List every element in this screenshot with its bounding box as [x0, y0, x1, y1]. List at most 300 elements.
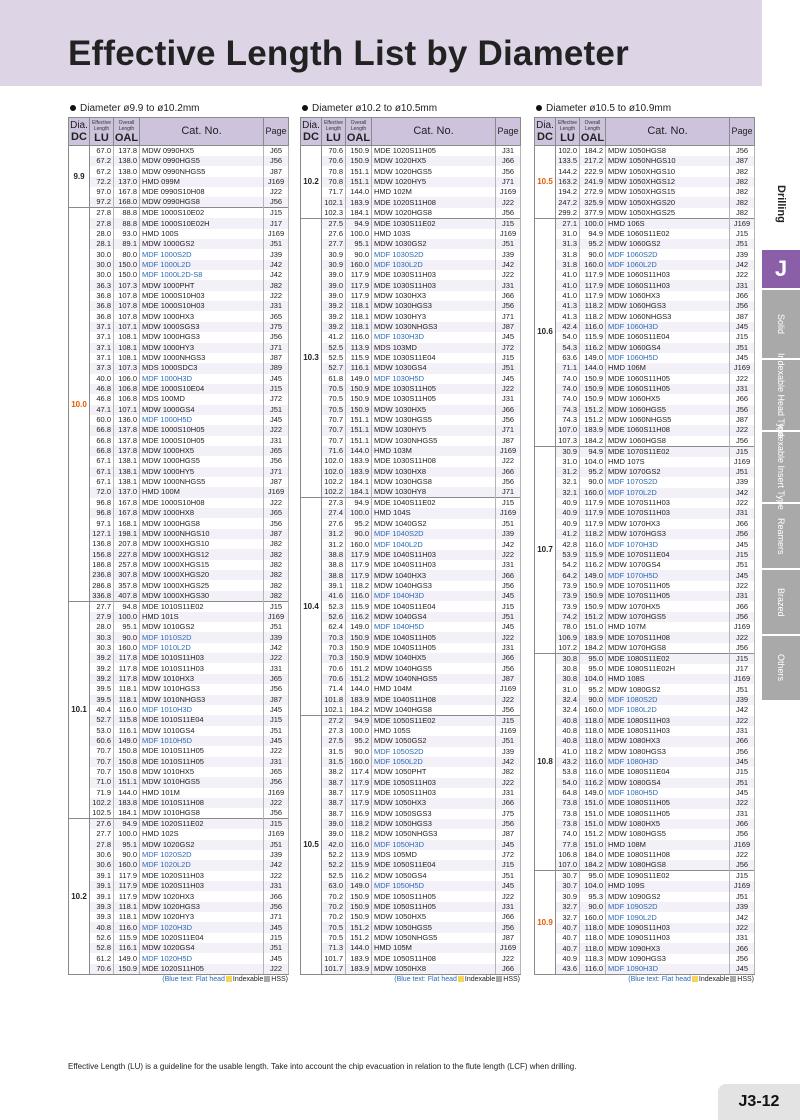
page-ref-cell[interactable]: J31 [264, 881, 289, 891]
page-ref-cell[interactable]: J22 [264, 425, 289, 435]
page-ref-cell[interactable]: J169 [264, 829, 289, 839]
page-ref-cell[interactable]: J82 [730, 177, 755, 187]
page-ref-cell[interactable]: J87 [264, 529, 289, 539]
oal-cell: 307.8 [114, 570, 140, 580]
page-ref-cell[interactable]: J87 [264, 353, 289, 363]
page-ref-cell[interactable]: J71 [496, 487, 521, 498]
cat-no-cell: MDE 1010S11H08 [140, 798, 264, 808]
page-ref-cell[interactable]: J56 [730, 301, 755, 311]
page-ref-cell[interactable]: J56 [264, 156, 289, 166]
page-ref-cell[interactable]: J22 [496, 550, 521, 560]
page-ref-cell[interactable]: J169 [730, 674, 755, 684]
page-ref-cell[interactable]: J169 [496, 508, 521, 518]
page-ref-cell[interactable]: J82 [264, 580, 289, 590]
lu-cell: 31.0 [556, 229, 580, 239]
page-ref-cell[interactable]: J56 [496, 208, 521, 219]
oal-cell: 168.1 [114, 518, 140, 528]
page-ref-cell[interactable]: J39 [496, 747, 521, 757]
page-ref-cell[interactable]: J45 [730, 964, 755, 975]
page-ref-cell[interactable]: J56 [496, 301, 521, 311]
sidebar-tab-reamers[interactable] [762, 504, 800, 570]
page-ref-cell[interactable]: J39 [730, 249, 755, 259]
page-ref-cell[interactable]: J66 [730, 736, 755, 746]
page-ref-cell[interactable]: J51 [264, 239, 289, 249]
lu-cell: 27.5 [322, 736, 346, 746]
page-ref-cell[interactable]: J169 [264, 177, 289, 187]
page-ref-cell[interactable]: J87 [730, 156, 755, 166]
page-ref-cell[interactable]: J22 [730, 632, 755, 642]
page-ref-cell[interactable]: J22 [264, 746, 289, 756]
page-ref-cell[interactable]: J22 [730, 850, 755, 860]
cat-no-cell: MDE 1020S11H05 [140, 964, 264, 975]
page-ref-cell[interactable]: J45 [264, 953, 289, 963]
page-ref-cell[interactable]: J89 [264, 363, 289, 373]
sidebar-tab-others[interactable] [762, 636, 800, 702]
page-ref-cell[interactable]: J65 [264, 508, 289, 518]
table-row [535, 270, 755, 280]
page-ref-cell[interactable]: J87 [496, 933, 521, 943]
page-ref-cell[interactable]: J169 [264, 487, 289, 497]
page-ref-cell[interactable]: J15 [496, 353, 521, 363]
sidebar-tab-brazed[interactable] [762, 570, 800, 636]
page-ref-cell[interactable]: J15 [496, 860, 521, 870]
sidebar-tab-j[interactable] [762, 250, 800, 290]
oal-cell: 106.8 [114, 394, 140, 404]
page-ref-cell[interactable]: J22 [496, 270, 521, 280]
page-ref-cell[interactable]: J15 [264, 601, 289, 612]
page-ref-cell[interactable]: J45 [730, 757, 755, 767]
page-ref-cell[interactable]: J51 [730, 892, 755, 902]
lu-cell: 39.2 [322, 311, 346, 321]
oal-cell: 151.0 [580, 840, 606, 850]
page-ref-cell[interactable]: J31 [264, 663, 289, 673]
page-ref-cell[interactable]: J66 [730, 601, 755, 611]
page-ref-cell[interactable]: J66 [496, 467, 521, 477]
page-ref-cell[interactable]: J169 [730, 840, 755, 850]
page-ref-cell[interactable]: J15 [730, 446, 755, 457]
page-ref-cell[interactable]: J169 [730, 881, 755, 891]
page-ref-cell[interactable]: J71 [496, 177, 521, 187]
page-ref-cell[interactable]: J51 [730, 684, 755, 694]
page-ref-cell[interactable]: J71 [496, 425, 521, 435]
page-ref-cell[interactable]: J51 [730, 343, 755, 353]
page-ref-cell[interactable]: J15 [264, 715, 289, 725]
page-ref-cell[interactable]: J169 [496, 684, 521, 694]
lu-cell: 47.1 [90, 405, 114, 415]
page-ref-cell[interactable]: J22 [496, 891, 521, 901]
page-ref-cell[interactable]: J31 [496, 788, 521, 798]
page-ref-cell[interactable]: J31 [496, 394, 521, 404]
page-ref-cell[interactable]: J56 [496, 581, 521, 591]
cat-no-cell: MDW 1000HX5 [140, 446, 264, 456]
page-ref-cell[interactable]: J82 [264, 280, 289, 290]
page-ref-cell[interactable]: J39 [264, 632, 289, 642]
lu-cell: 32.4 [556, 705, 580, 715]
page-ref-cell[interactable]: J56 [264, 332, 289, 342]
page-ref-cell[interactable]: J15 [264, 384, 289, 394]
page-ref-cell[interactable]: J82 [264, 591, 289, 602]
cat-no-cell: MDE 1040S11H08 [372, 695, 496, 705]
page-ref-cell[interactable]: J15 [496, 715, 521, 726]
page-ref-cell[interactable]: J31 [730, 280, 755, 290]
page-ref-cell[interactable]: J51 [264, 405, 289, 415]
page-ref-cell[interactable]: J65 [264, 767, 289, 777]
page-ref-cell[interactable]: J31 [496, 560, 521, 570]
page-ref-cell[interactable]: J51 [496, 871, 521, 881]
page-ref-cell[interactable]: J66 [496, 291, 521, 301]
page-ref-cell[interactable]: J42 [730, 260, 755, 270]
page-ref-cell[interactable]: J51 [264, 726, 289, 736]
page-ref-cell[interactable]: J56 [496, 166, 521, 176]
page-ref-cell[interactable]: J42 [496, 260, 521, 270]
page-ref-cell[interactable]: J39 [496, 529, 521, 539]
page-ref-cell[interactable]: J22 [730, 716, 755, 726]
lu-cell: 27.7 [90, 601, 114, 612]
page-ref-cell[interactable]: J169 [730, 363, 755, 373]
page-ref-cell[interactable]: J45 [730, 570, 755, 580]
page-ref-cell[interactable]: J22 [264, 653, 289, 663]
page-ref-cell[interactable]: J31 [730, 809, 755, 819]
page-ref-cell[interactable]: J56 [730, 405, 755, 415]
page-ref-cell[interactable]: J56 [730, 146, 755, 157]
table-row [301, 322, 521, 332]
page-ref-cell[interactable]: J15 [730, 767, 755, 777]
page-ref-cell[interactable]: J31 [496, 902, 521, 912]
page-ref-cell[interactable]: J66 [730, 519, 755, 529]
page-ref-cell[interactable]: J65 [264, 446, 289, 456]
page-ref-cell[interactable]: J39 [730, 695, 755, 705]
page-ref-cell[interactable]: J65 [264, 311, 289, 321]
cat-no-cell: MDE 1030S11H05 [372, 394, 496, 404]
page-ref-cell[interactable]: J22 [496, 197, 521, 207]
page-ref-cell[interactable]: J31 [264, 436, 289, 446]
page-ref-cell[interactable]: J51 [496, 736, 521, 746]
page-ref-cell[interactable]: J56 [264, 808, 289, 819]
page-ref-cell[interactable]: J169 [496, 187, 521, 197]
page-ref-cell[interactable]: J82 [730, 166, 755, 176]
page-ref-cell[interactable]: J82 [264, 570, 289, 580]
oal-cell: 222.9 [580, 166, 606, 176]
oal-cell: 116.1 [114, 726, 140, 736]
page-ref-cell[interactable]: J22 [496, 632, 521, 642]
page-ref-cell[interactable]: J31 [496, 146, 521, 157]
page-ref-cell[interactable]: J87 [730, 415, 755, 425]
page-ref-cell[interactable]: J71 [264, 467, 289, 477]
sidebar-tab-label: Solid [776, 313, 786, 334]
page-ref-cell[interactable]: J39 [496, 249, 521, 259]
page-ref-cell[interactable]: J22 [264, 964, 289, 975]
page-ref-cell[interactable]: J82 [730, 197, 755, 207]
oal-cell: 94.9 [580, 446, 606, 457]
page-ref-cell[interactable]: J45 [496, 840, 521, 850]
page-ref-cell[interactable]: J56 [496, 477, 521, 487]
page-ref-cell[interactable]: J71 [264, 343, 289, 353]
page-ref-cell[interactable]: J66 [730, 394, 755, 404]
page-ref-cell[interactable]: J87 [264, 477, 289, 487]
page-ref-cell[interactable]: J169 [730, 622, 755, 632]
page-ref-cell[interactable]: J51 [264, 943, 289, 953]
page-ref-cell[interactable]: J82 [730, 208, 755, 219]
page-ref-cell[interactable]: J22 [264, 291, 289, 301]
page-ref-cell[interactable]: J15 [264, 208, 289, 219]
page-ref-cell[interactable]: J22 [730, 798, 755, 808]
page-ref-cell[interactable]: J87 [496, 829, 521, 839]
legend-indexable-text: Indexable [464, 975, 496, 983]
page-ref-cell[interactable]: J169 [264, 612, 289, 622]
cat-no-cell: MDF 1010H3D [140, 705, 264, 715]
page-ref-cell[interactable]: J45 [264, 374, 289, 384]
page-ref-cell[interactable]: J45 [264, 705, 289, 715]
page-ref-cell[interactable]: J51 [730, 560, 755, 570]
page-ref-cell[interactable]: J56 [730, 436, 755, 447]
page-ref-cell[interactable]: J56 [730, 860, 755, 871]
page-ref-cell[interactable]: J169 [730, 218, 755, 229]
cat-no-cell: MDE 1050S11H03 [372, 788, 496, 798]
page-ref-cell[interactable]: J66 [496, 156, 521, 166]
page-ref-cell[interactable]: J66 [496, 912, 521, 922]
page-ref-cell[interactable]: J42 [264, 260, 289, 270]
page-ref-cell[interactable]: J51 [264, 622, 289, 632]
table-row [69, 570, 289, 580]
page-ref-cell[interactable]: J56 [730, 954, 755, 964]
page-ref-cell[interactable]: J72 [496, 850, 521, 860]
page-ref-cell[interactable]: J51 [496, 519, 521, 529]
page-ref-cell[interactable]: J15 [730, 229, 755, 239]
page-ref-cell[interactable]: J75 [496, 809, 521, 819]
page-ref-cell[interactable]: J51 [264, 840, 289, 850]
page-ref-cell[interactable]: J169 [496, 446, 521, 456]
page-ref-cell[interactable]: J169 [730, 457, 755, 467]
page-ref-cell[interactable]: J56 [496, 663, 521, 673]
page-ref-cell[interactable]: J87 [264, 695, 289, 705]
page-ref-cell[interactable]: J42 [264, 270, 289, 280]
page-ref-cell[interactable]: J22 [496, 695, 521, 705]
page-ref-cell[interactable]: J45 [496, 881, 521, 891]
page-ref-cell[interactable]: J56 [264, 777, 289, 787]
page-ref-cell[interactable]: J22 [496, 384, 521, 394]
page-ref-cell[interactable]: J15 [496, 498, 521, 509]
page-ref-cell[interactable]: J66 [496, 964, 521, 975]
page-ref-cell[interactable]: J42 [264, 643, 289, 653]
page-ref-cell[interactable]: J169 [264, 229, 289, 239]
page-ref-cell[interactable]: J65 [264, 674, 289, 684]
page-ref-cell[interactable]: J51 [496, 612, 521, 622]
page-ref-cell[interactable]: J65 [264, 146, 289, 157]
cat-no-cell: MDE 1060S11H05 [606, 384, 730, 394]
page-ref-cell[interactable]: J51 [496, 239, 521, 249]
page-ref-cell[interactable]: J31 [730, 508, 755, 518]
page-ref-cell[interactable]: J56 [496, 705, 521, 716]
lu-cell: 30.6 [90, 850, 114, 860]
page-ref-cell[interactable]: J169 [496, 943, 521, 953]
page-ref-cell[interactable]: J75 [264, 322, 289, 332]
page-ref-cell[interactable]: J15 [730, 332, 755, 342]
page-ref-cell[interactable]: J42 [264, 860, 289, 870]
cat-no-cell: MDE 1040S11H03 [372, 550, 496, 560]
sidebar-tab-indexable-head-type[interactable] [762, 352, 800, 438]
page-ref-cell[interactable]: J31 [264, 301, 289, 311]
page-ref-cell[interactable]: J66 [496, 405, 521, 415]
page-ref-cell[interactable]: J51 [730, 239, 755, 249]
page-ref-cell[interactable]: J87 [496, 436, 521, 446]
page-ref-cell[interactable]: J66 [264, 891, 289, 901]
page-ref-cell[interactable]: J39 [264, 850, 289, 860]
oal-cell: 184.0 [580, 850, 606, 860]
page-ref-cell[interactable]: J15 [730, 550, 755, 560]
cat-no-cell: MDE 1040S11H05 [372, 632, 496, 642]
page-ref-cell[interactable]: J45 [496, 332, 521, 342]
page-ref-cell[interactable]: J56 [730, 529, 755, 539]
page-ref-cell[interactable]: J82 [264, 539, 289, 549]
page-ref-cell[interactable]: J45 [730, 539, 755, 549]
page-ref-cell[interactable]: J56 [264, 518, 289, 528]
lu-cell: 36.3 [90, 280, 114, 290]
page-ref-cell[interactable]: J31 [496, 280, 521, 290]
oal-cell: 160.0 [346, 757, 372, 767]
page-ref-cell[interactable]: J22 [730, 498, 755, 508]
page-ref-cell[interactable]: J22 [496, 456, 521, 466]
page-ref-cell[interactable]: J71 [496, 311, 521, 321]
table-row [535, 519, 755, 529]
cat-no-cell: MDE 1000S10E02H [140, 218, 264, 228]
lu-cell: 46.8 [90, 384, 114, 394]
page-ref-cell[interactable]: J22 [730, 374, 755, 384]
page-ref-cell[interactable]: J31 [730, 726, 755, 736]
oal-cell: 184.2 [580, 643, 606, 654]
diameter-range-text: Diameter ø10.5 to ø10.9mm [546, 103, 672, 114]
page-ref-cell[interactable]: J22 [264, 798, 289, 808]
oal-cell: 117.9 [580, 508, 606, 518]
page-ref-cell[interactable]: J22 [730, 425, 755, 435]
header-page: Page [730, 118, 755, 146]
cat-no-cell: MDW 1040GS2 [372, 519, 496, 529]
lu-cell: 38.8 [322, 560, 346, 570]
page-ref-cell[interactable]: J56 [730, 612, 755, 622]
page-ref-cell[interactable]: J51 [730, 778, 755, 788]
page-ref-cell[interactable]: J45 [264, 736, 289, 746]
cat-no-cell: HMD 103M [372, 446, 496, 456]
table-row [301, 550, 521, 560]
page-ref-cell[interactable]: J87 [730, 311, 755, 321]
page-ref-cell[interactable]: J45 [730, 788, 755, 798]
page-ref-cell[interactable]: J15 [730, 653, 755, 664]
page-ref-cell[interactable]: J15 [264, 819, 289, 830]
table-row [301, 394, 521, 404]
page-ref-cell[interactable]: J56 [496, 415, 521, 425]
page-ref-cell[interactable]: J42 [730, 912, 755, 922]
header-oal-label: OAL [114, 131, 139, 144]
page-ref-cell[interactable]: J42 [496, 539, 521, 549]
page-ref-cell[interactable]: J87 [264, 166, 289, 176]
page-ref-cell[interactable]: J66 [496, 798, 521, 808]
page-ref-cell[interactable]: J42 [496, 757, 521, 767]
page-ref-cell[interactable]: J56 [264, 197, 289, 208]
page-ref-cell[interactable]: J39 [730, 902, 755, 912]
page-ref-cell[interactable]: J56 [496, 922, 521, 932]
page-ref-cell[interactable]: J31 [730, 384, 755, 394]
page-ref-cell[interactable]: J66 [730, 291, 755, 301]
page-ref-cell[interactable]: J56 [730, 747, 755, 757]
page-ref-cell[interactable]: J56 [730, 643, 755, 654]
page-ref-cell[interactable]: J45 [496, 374, 521, 384]
page-ref-cell[interactable]: J45 [264, 922, 289, 932]
oal-cell: 137.8 [114, 425, 140, 435]
oal-cell: 151.1 [346, 166, 372, 176]
page-ref-cell[interactable]: J56 [264, 902, 289, 912]
lu-cell: 106.9 [556, 632, 580, 642]
page-ref-cell[interactable]: J22 [730, 270, 755, 280]
page-ref-cell[interactable]: J51 [496, 363, 521, 373]
page-ref-cell[interactable]: J56 [496, 819, 521, 829]
page-ref-cell[interactable]: J22 [730, 923, 755, 933]
page-ref-cell[interactable]: J169 [496, 229, 521, 239]
page-ref-cell[interactable]: J17 [264, 218, 289, 228]
page-ref-cell[interactable]: J66 [496, 653, 521, 663]
page-ref-cell[interactable]: J31 [730, 933, 755, 943]
page-ref-cell[interactable]: J82 [730, 187, 755, 197]
page-ref-cell[interactable]: J82 [264, 549, 289, 559]
lu-cell: 32.1 [556, 488, 580, 498]
page-ref-cell[interactable]: J42 [730, 705, 755, 715]
lu-cell: 30.8 [556, 664, 580, 674]
page-ref-cell[interactable]: J56 [264, 684, 289, 694]
page-ref-cell[interactable]: J87 [496, 674, 521, 684]
page-ref-cell[interactable]: J15 [730, 871, 755, 882]
page-ref-cell[interactable]: J45 [730, 322, 755, 332]
page-ref-cell[interactable]: J66 [496, 570, 521, 580]
page-ref-cell[interactable]: J71 [264, 912, 289, 922]
page-ref-cell[interactable]: J22 [264, 187, 289, 197]
page-ref-cell[interactable]: J45 [496, 622, 521, 632]
page-ref-cell[interactable]: J72 [264, 394, 289, 404]
sidebar-tab-drilling[interactable] [762, 160, 800, 250]
page-ref-cell[interactable]: J72 [496, 343, 521, 353]
page-ref-cell[interactable]: J15 [496, 601, 521, 611]
page-ref-cell[interactable]: J17 [730, 664, 755, 674]
sidebar-tab-indexable-insert-type[interactable] [762, 424, 800, 510]
table-row [301, 477, 521, 487]
page-ref-cell[interactable]: J22 [264, 498, 289, 508]
page-ref-cell[interactable]: J15 [496, 218, 521, 229]
page-ref-cell[interactable]: J66 [730, 819, 755, 829]
page-ref-cell[interactable]: J82 [496, 767, 521, 777]
page-ref-cell[interactable]: J42 [730, 488, 755, 498]
cat-no-cell: MDW 1040HX5 [372, 653, 496, 663]
page-ref-cell[interactable]: J31 [730, 591, 755, 601]
page-ref-cell[interactable]: J22 [730, 581, 755, 591]
page-ref-cell[interactable]: J31 [496, 643, 521, 653]
page-ref-cell[interactable]: J56 [264, 456, 289, 466]
page-ref-cell[interactable]: J87 [496, 322, 521, 332]
page-ref-cell[interactable]: J82 [264, 560, 289, 570]
page-ref-cell[interactable]: J39 [730, 477, 755, 487]
page-ref-cell[interactable]: J45 [264, 415, 289, 425]
page-ref-cell[interactable]: J45 [496, 591, 521, 601]
page-ref-cell[interactable]: J39 [264, 249, 289, 259]
page-ref-cell[interactable]: J22 [264, 871, 289, 881]
sidebar-tab-solid[interactable] [762, 290, 800, 360]
page-ref-cell[interactable]: J22 [496, 778, 521, 788]
page-ref-cell[interactable]: J31 [264, 757, 289, 767]
page-ref-cell[interactable]: J22 [496, 953, 521, 963]
page-ref-cell[interactable]: J56 [730, 829, 755, 839]
page-ref-cell[interactable]: J169 [264, 788, 289, 798]
page-ref-cell[interactable]: J66 [730, 943, 755, 953]
page-ref-cell[interactable]: J169 [496, 726, 521, 736]
page-ref-cell[interactable]: J15 [264, 933, 289, 943]
page-ref-cell[interactable]: J45 [730, 353, 755, 363]
page-ref-cell[interactable]: J51 [730, 467, 755, 477]
